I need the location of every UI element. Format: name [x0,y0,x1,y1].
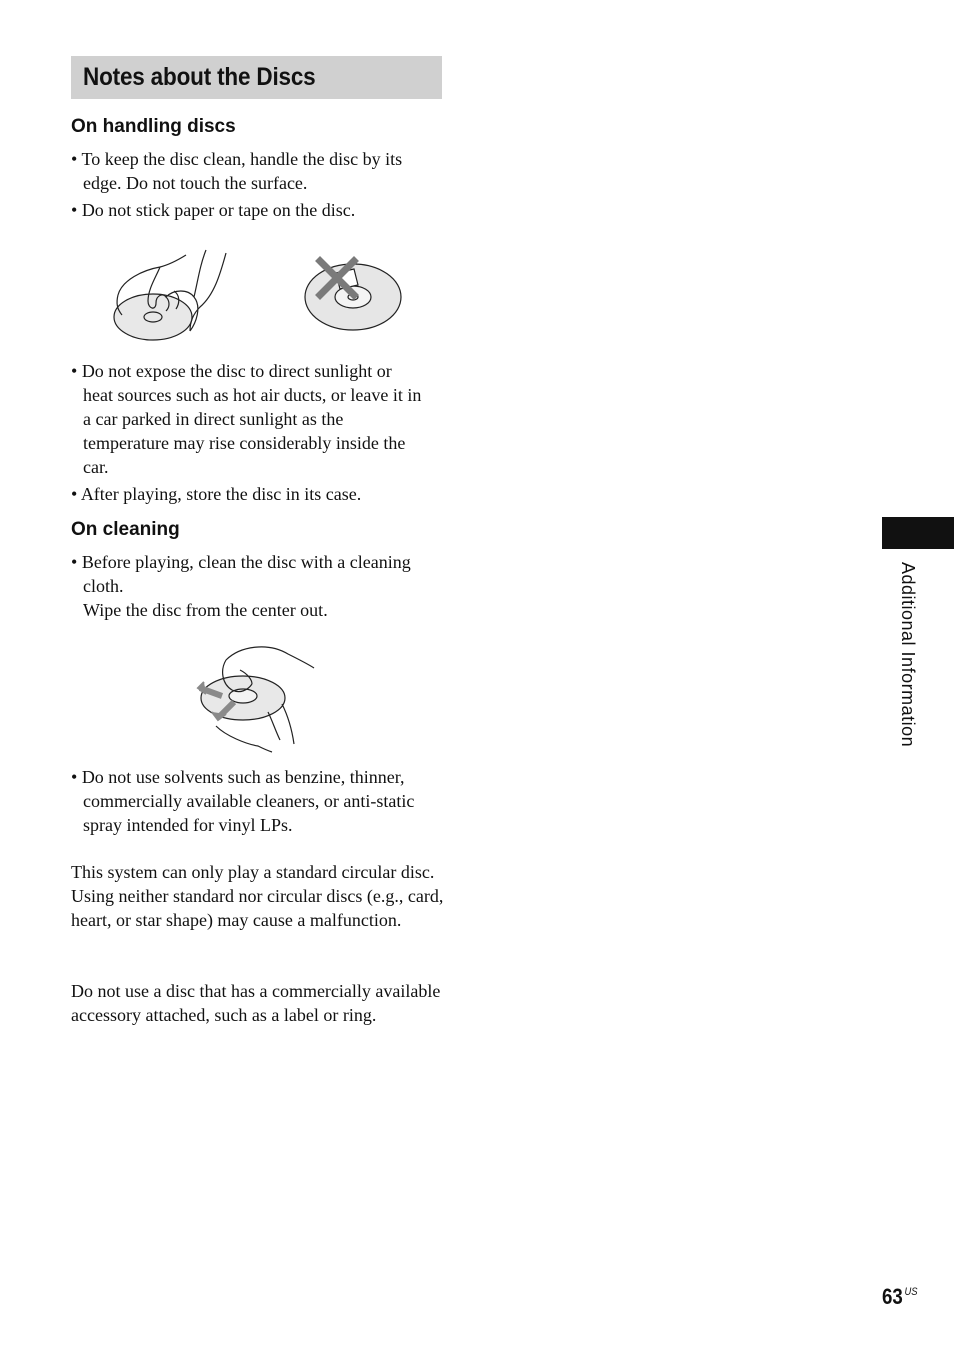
cleaning-bullets-bottom [71,765,446,840]
page-title: Notes about the Discs [83,63,316,91]
page-number [882,1284,918,1310]
list-item: • Do not expose the disc to direct sunlight or heat sources such as hot air ducts, or leave it in a car parked in direct sunlight as the temperature may rise considerably inside the car. [71,359,446,479]
section-side-label: Additional Information [898,562,918,748]
cleaning-bullets-top [71,550,446,625]
cleaning-heading: On cleaning [71,519,180,540]
section-tab-marker [882,517,954,549]
list-item: • After playing, store the disc in its case. [71,482,446,506]
handling-bullets-bottom [71,359,446,509]
page-number-value: 63 [882,1284,903,1309]
section-title-bar [71,56,442,99]
disc-cleaning-illustration [196,640,318,758]
list-item: • Do not use solvents such as benzine, thinner, commercially available cleaners, or anti-static spray intended for vinyl LPs. [71,765,446,837]
accessory-note: Do not use a disc that has a commercially available accessory attached, such as a label or ring. [71,981,441,1025]
list-item: • Do not stick paper or tape on the disc. [71,198,446,222]
list-item: • To keep the disc clean, handle the disc by its edge. Do not touch the surface. [71,147,446,195]
handling-bullets-top [71,147,446,225]
list-item: • Before playing, clean the disc with a cleaning cloth. Wipe the disc from the center out. [71,550,446,622]
disc-no-tape-illustration [302,255,406,335]
page-number-suffix: US [904,1286,918,1298]
handling-heading: On handling discs [71,116,236,137]
disc-handling-illustration [108,245,253,345]
circular-disc-note: This system can only play a standard circular disc. Using neither standard nor circular discs (e.g., card, heart, or star shape) may cause a malfunction. [71,862,444,930]
